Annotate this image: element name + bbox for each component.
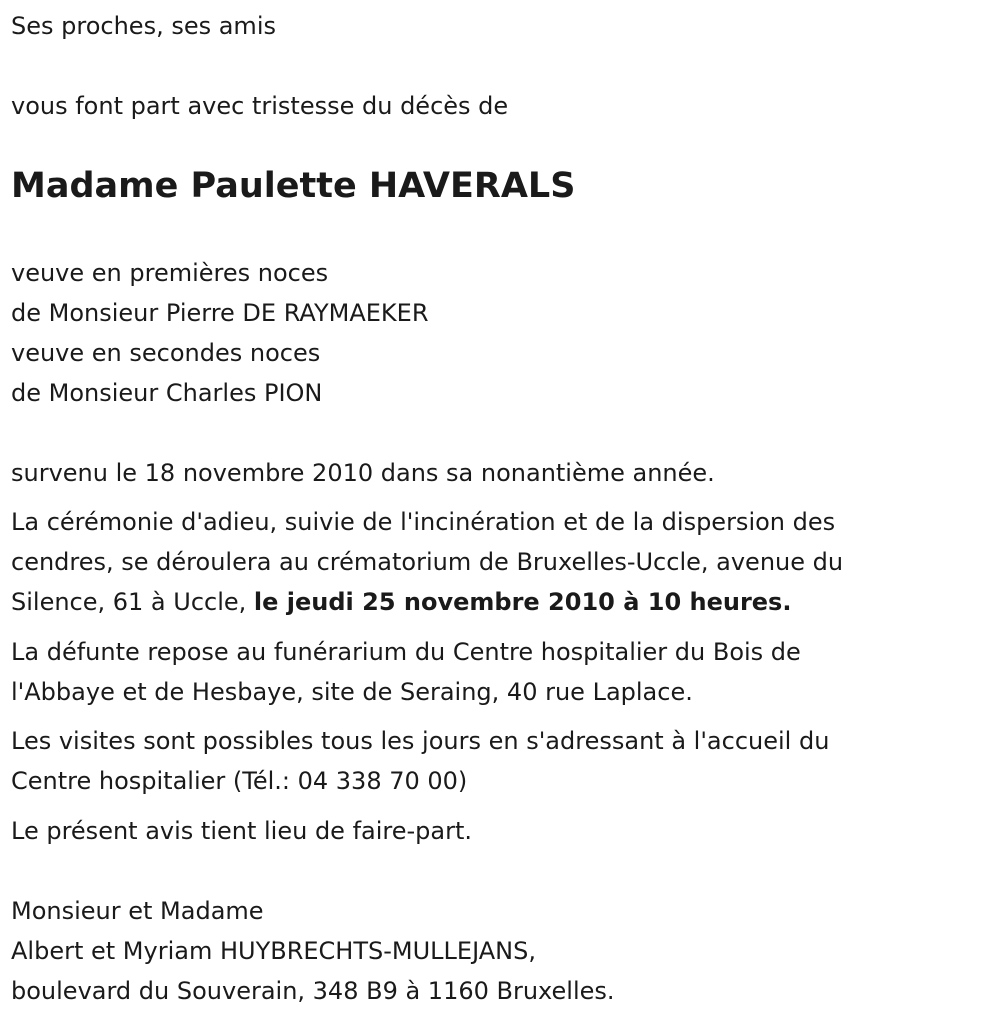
ceremony-block: [11, 502, 971, 622]
ceremony-line-1: La cérémonie d'adieu, suivie de l'incinération et de la dispersion des: [11, 508, 836, 536]
marriages-block: [11, 253, 429, 413]
intro-line-1: Ses proches, ses amis: [11, 12, 276, 40]
notice-text: Le présent avis tient lieu de faire-part.: [11, 817, 473, 845]
rest-line-2: l'Abbaye et de Hesbaye, site de Seraing, 40 rue Laplace.: [11, 678, 693, 706]
ceremony-line-3: [11, 582, 971, 622]
ceremony-line-2: cendres, se déroulera au crématorium de Bruxelles-Uccle, avenue du: [11, 548, 844, 576]
visits-line-1: Les visites sont possibles tous les jours en s'adressant à l'accueil du: [11, 727, 830, 755]
ceremony-date-time: le jeudi 25 novembre 2010 à 10 heures.: [253, 588, 792, 616]
marriage-line: de Monsieur Pierre DE RAYMAEKER: [11, 299, 429, 327]
marriage-line: veuve en secondes noces: [11, 339, 321, 367]
death-statement-block: [11, 453, 715, 493]
contact-block: [11, 891, 615, 1011]
rest-line-1: La défunte repose au funérarium du Centre hospitalier du Bois de: [11, 638, 801, 666]
marriage-line: de Monsieur Charles PION: [11, 379, 323, 407]
visits-block: [11, 721, 971, 801]
notice-block: [11, 811, 472, 851]
contact-line-1: Monsieur et Madame: [11, 897, 264, 925]
visits-line-2: Centre hospitalier (Tél.: 04 338 70 00): [11, 767, 468, 795]
contact-line-3: boulevard du Souverain, 348 B9 à 1160 Bruxelles.: [11, 977, 615, 1005]
death-statement: survenu le 18 novembre 2010 dans sa nonantième année.: [11, 459, 715, 487]
deceased-name: Madame Paulette HAVERALS: [11, 166, 576, 206]
ceremony-location: Silence, 61 à Uccle,: [11, 588, 254, 616]
contact-line-2: Albert et Myriam HUYBRECHTS-MULLEJANS,: [11, 937, 536, 965]
resting-place-block: [11, 632, 971, 712]
intro-line-2: vous font part avec tristesse du décès de: [11, 92, 509, 120]
marriage-line: veuve en premières noces: [11, 259, 329, 287]
